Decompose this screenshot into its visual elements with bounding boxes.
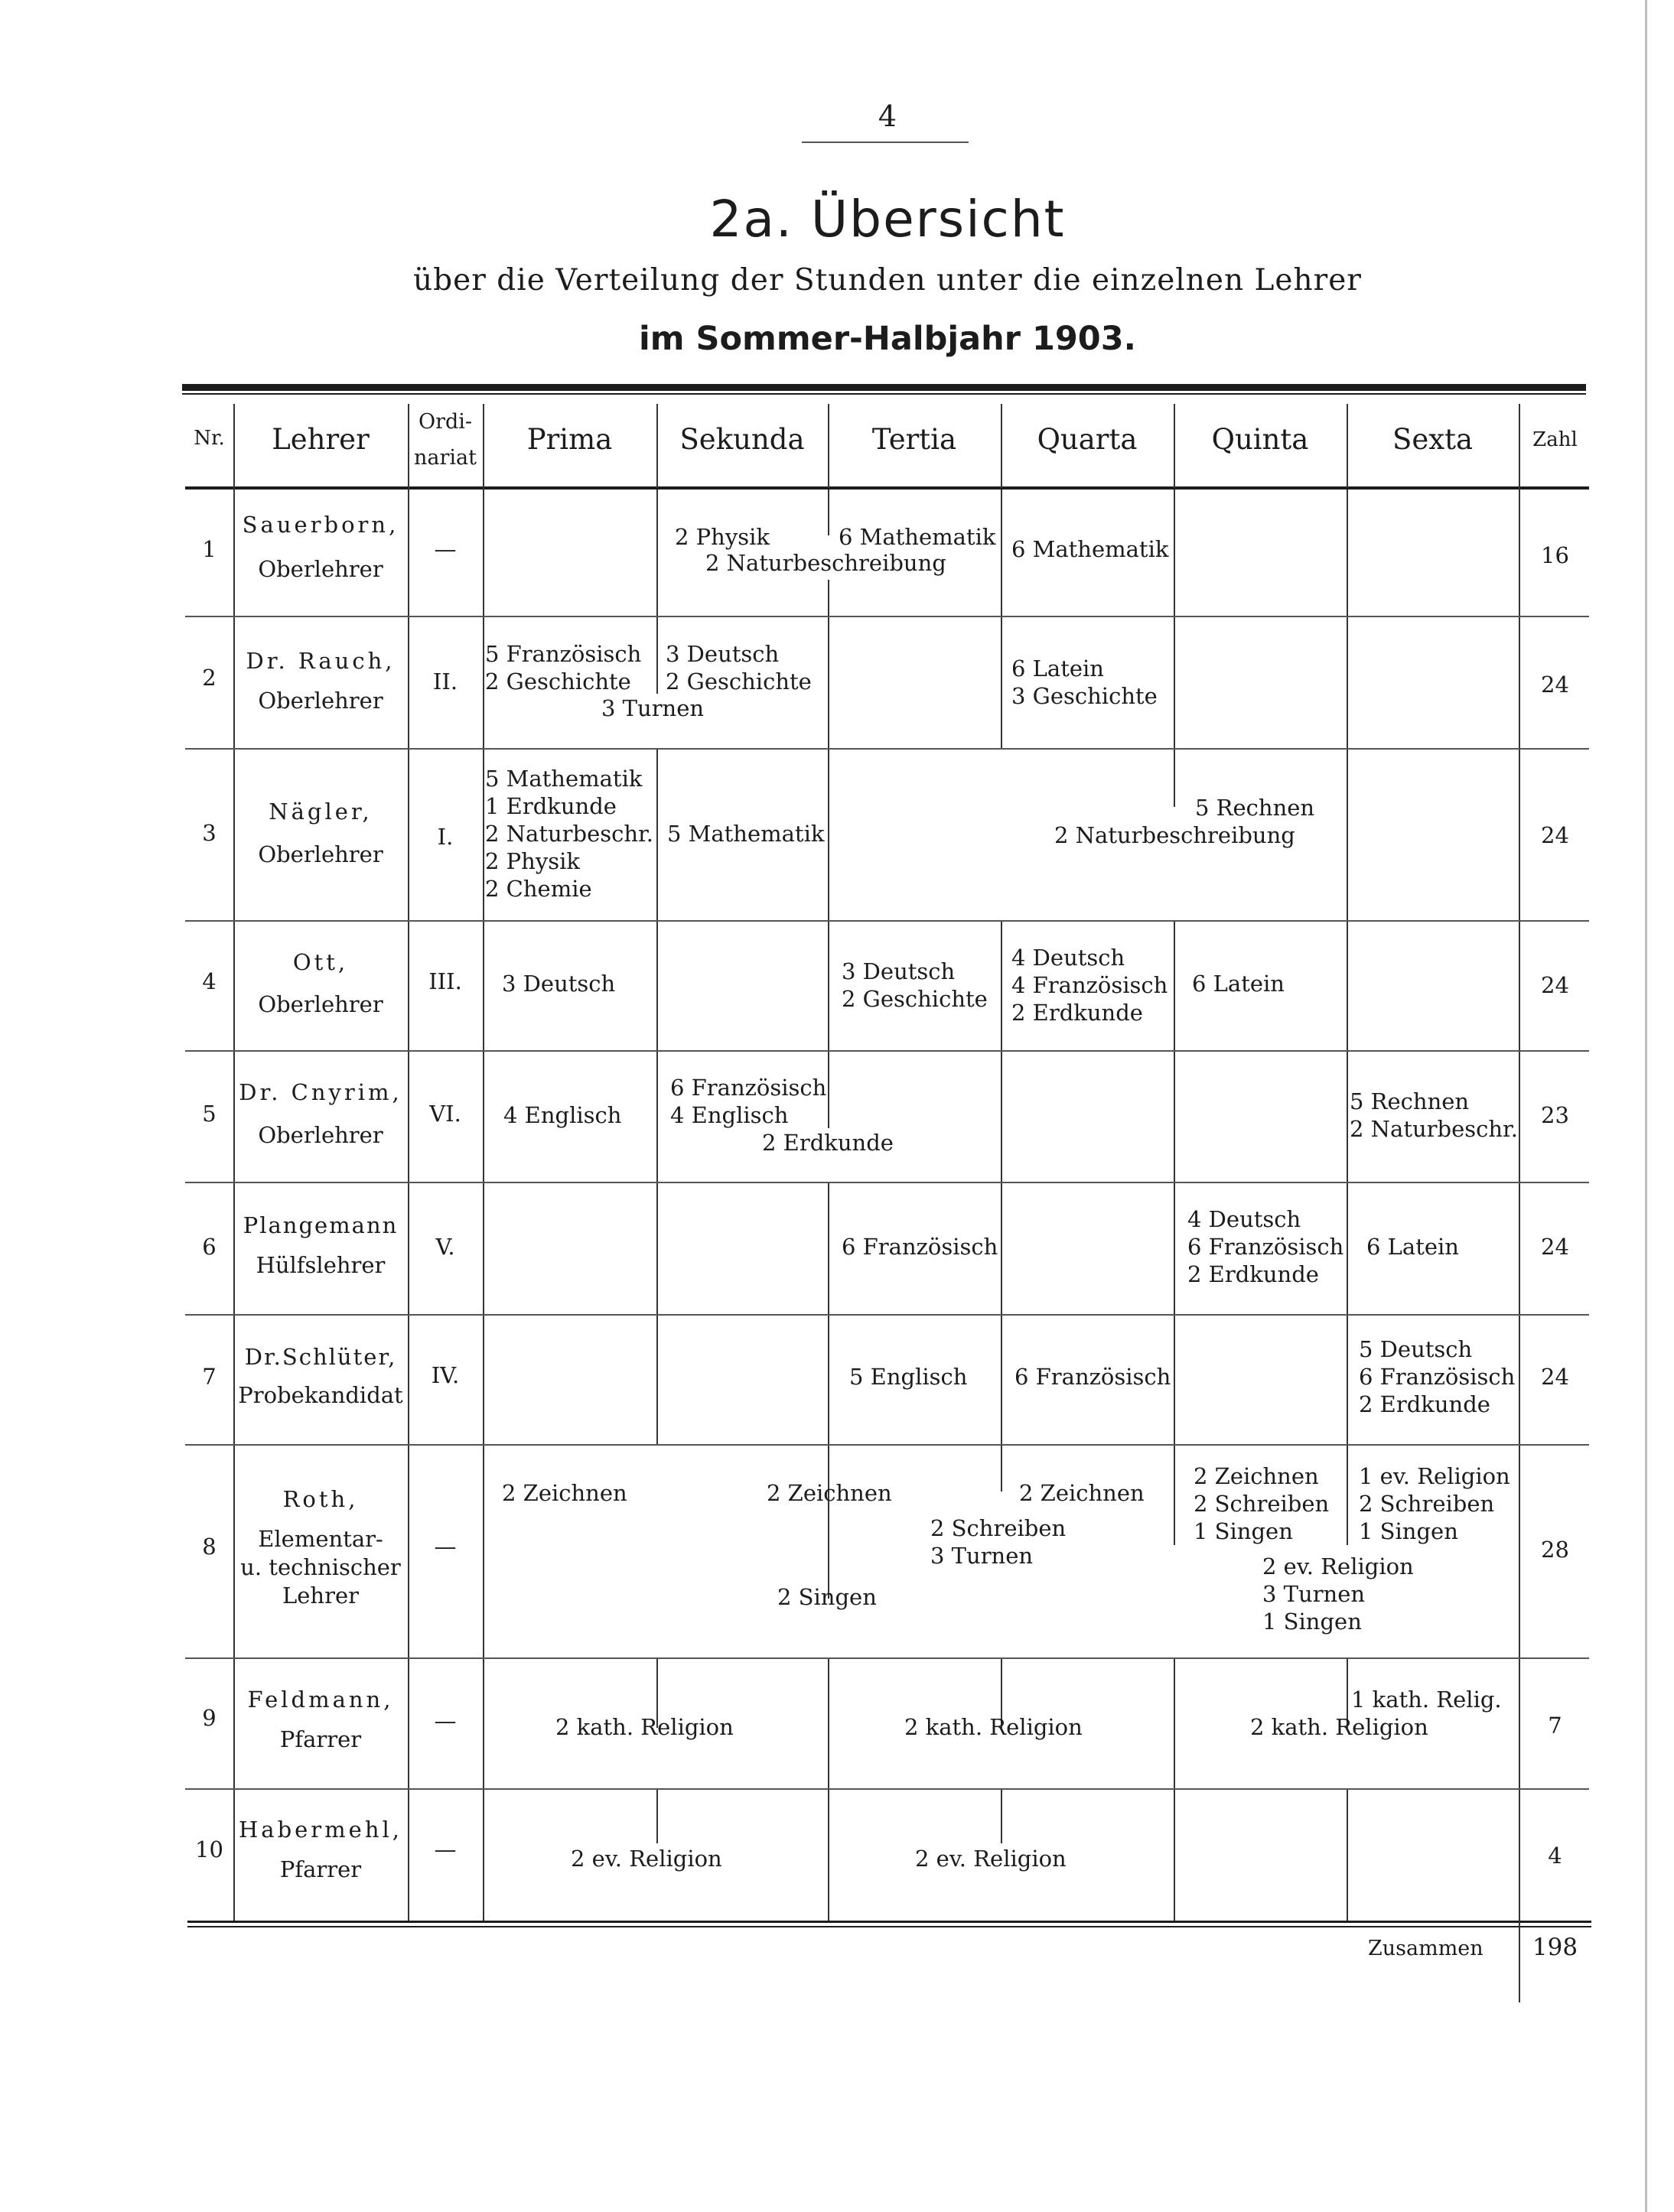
row-1-role: Oberlehrer — [258, 556, 383, 582]
row-3-role: Oberlehrer — [258, 841, 383, 867]
row-2-prima-2: 2 Geschichte — [485, 668, 631, 695]
row-4-role: Oberlehrer — [258, 991, 383, 1017]
row-9-tertia-quarta: 2 kath. Religion — [904, 1714, 1083, 1740]
row-3-span: 2 Naturbeschreibung — [1054, 822, 1295, 848]
r8-line-a — [828, 1446, 829, 1599]
row-5-sexta-1: 5 Rechnen — [1350, 1088, 1470, 1114]
row-8-prima: 2 Zeichnen — [502, 1480, 627, 1506]
row-8-quinta-3: 1 Singen — [1194, 1518, 1293, 1544]
row-5-span: 2 Erdkunde — [762, 1130, 894, 1156]
row-9-ord: — — [434, 1708, 457, 1734]
row-8-span-2: 3 Turnen — [1262, 1581, 1366, 1607]
row-7-sexta-2: 6 Französisch — [1359, 1364, 1516, 1390]
r2-line-f — [1347, 617, 1348, 748]
header-quinta: Quinta — [1211, 423, 1309, 456]
row-8-zahl: 28 — [1541, 1537, 1569, 1563]
row-sep-7 — [185, 1444, 1589, 1446]
header-tertia: Tertia — [871, 423, 957, 456]
page-subtitle: über die Verteilung der Stunden unter die einzelnen Lehrer — [413, 263, 1362, 298]
r8-line-d — [1347, 1446, 1348, 1545]
row-3-zahl: 24 — [1541, 822, 1569, 848]
r6-line-e — [1174, 1183, 1175, 1314]
row-5-role: Oberlehrer — [258, 1122, 383, 1148]
r1-line-d — [1174, 490, 1175, 616]
row-3-prima-1: 5 Mathematik — [485, 766, 643, 792]
header-sexta: Sexta — [1392, 423, 1474, 456]
header-sekunda: Sekunda — [679, 423, 805, 456]
row-8-role-3: Lehrer — [282, 1583, 359, 1609]
r6-line-a — [483, 1183, 484, 1314]
row-4-zahl: 24 — [1541, 972, 1569, 998]
row-8-name: Roth, — [282, 1486, 359, 1512]
r7-line-a — [483, 1316, 484, 1444]
header-prima: Prima — [526, 423, 613, 456]
row-10-role: Pfarrer — [279, 1856, 362, 1882]
row-8-quarta: 2 Zeichnen — [1019, 1480, 1145, 1506]
row-7-name: Dr.Schlüter, — [244, 1344, 397, 1370]
row-1-nr: 1 — [202, 536, 217, 562]
row-8-quinta-1: 2 Zeichnen — [1194, 1463, 1319, 1489]
row-4-ord: III. — [428, 968, 462, 994]
row-10-ord: — — [434, 1836, 457, 1862]
row-2-span: 3 Turnen — [601, 695, 705, 721]
row-1-sekunda: 2 Physik — [675, 524, 770, 550]
r10-line-a — [656, 1790, 658, 1843]
row-3-prima-3: 2 Naturbeschr. — [485, 821, 653, 847]
row-6-zahl: 24 — [1541, 1234, 1569, 1260]
row-6-tertia: 6 Französisch — [842, 1234, 998, 1260]
row-8-sexta-1: 1 ev. Religion — [1359, 1463, 1510, 1489]
header-quarta: Quarta — [1037, 423, 1138, 456]
row-8-role-1: Elementar- — [258, 1526, 383, 1552]
row-8-role-2: u. technischer — [240, 1554, 401, 1580]
r4-line-d — [1001, 922, 1002, 1050]
r3-line-d — [1347, 750, 1348, 920]
page-number: 4 — [878, 99, 897, 133]
r5-line-a — [656, 1052, 658, 1182]
r4-line-b — [656, 922, 658, 1050]
page-number-rule — [802, 142, 969, 143]
header-lehrer: Lehrer — [272, 423, 370, 456]
r10-line-b — [828, 1790, 829, 1921]
row-8-quinta-2: 2 Schreiben — [1194, 1491, 1330, 1517]
row-1-quarta: 6 Mathematik — [1011, 536, 1169, 562]
r1-line-c — [1001, 490, 1002, 616]
r1-line-b2 — [828, 580, 829, 616]
row-7-role: Probekandidat — [238, 1382, 403, 1408]
row-1-name: Sauerborn, — [242, 512, 399, 538]
r2-line-d — [1001, 617, 1002, 748]
r4-line-a — [483, 922, 484, 1050]
row-8-sekunda: 2 Zeichnen — [767, 1480, 892, 1506]
r10-line-c — [1001, 1790, 1002, 1843]
row-7-zahl: 24 — [1541, 1364, 1569, 1390]
r1-line-a — [656, 490, 658, 616]
page-subtitle-period: im Sommer-Halbjahr 1903. — [639, 320, 1136, 358]
r9-line-b — [828, 1659, 829, 1788]
row-2-prima-1: 5 Französisch — [485, 641, 642, 667]
row-4-quarta-2: 4 Französisch — [1011, 972, 1168, 998]
r10-line-e — [1347, 1790, 1348, 1921]
row-6-ord: V. — [435, 1234, 455, 1260]
row-8-schreiben: 2 Schreiben — [930, 1515, 1067, 1541]
row-9-name: Feldmann, — [247, 1687, 394, 1713]
r4-line-c — [828, 922, 829, 1050]
row-7-sexta-3: 2 Erdkunde — [1359, 1391, 1490, 1417]
header-zahl: Zahl — [1532, 428, 1578, 451]
row-2-quarta-2: 3 Geschichte — [1011, 683, 1158, 709]
r3-line-c — [1174, 750, 1175, 807]
row-8-sexta-2: 2 Schreiben — [1359, 1491, 1495, 1517]
r8-line-b — [1001, 1446, 1002, 1491]
row-8-nr: 8 — [202, 1534, 217, 1560]
row-6-role: Hülfslehrer — [256, 1252, 386, 1278]
r5-line-c — [1001, 1052, 1002, 1182]
col-line-lehrer — [408, 404, 409, 1921]
row-8-span-1: 2 ev. Religion — [1262, 1553, 1414, 1579]
row-3-ord: I. — [437, 824, 454, 850]
row-3-sekunda: 5 Mathematik — [667, 821, 825, 847]
row-sep-6 — [185, 1314, 1589, 1316]
r7-line-c — [828, 1316, 829, 1444]
row-3-prima-5: 2 Chemie — [485, 876, 592, 902]
header-ordinariat-2: nariat — [414, 446, 477, 470]
row-6-quinta-1: 4 Deutsch — [1187, 1206, 1301, 1232]
row-8-sexta-3: 1 Singen — [1359, 1518, 1458, 1544]
r4-line-e — [1174, 922, 1175, 1050]
top-rule-thin — [182, 393, 1586, 395]
row-9-quinta-sexta: 2 kath. Religion — [1250, 1714, 1428, 1740]
row-10-name: Habermehl, — [239, 1817, 402, 1843]
row-4-tertia-1: 3 Deutsch — [842, 958, 956, 984]
row-7-tertia: 5 Englisch — [849, 1364, 968, 1390]
r9-line-d — [1174, 1659, 1175, 1788]
row-3-name: Nägler, — [269, 799, 373, 825]
row-9-sexta: 1 kath. Relig. — [1351, 1687, 1502, 1713]
r8-line-c — [1174, 1446, 1175, 1545]
row-3-prima-2: 1 Erdkunde — [485, 793, 617, 819]
r7-line-e — [1174, 1316, 1175, 1444]
r2-line-e — [1174, 617, 1175, 748]
r5-line-b — [828, 1052, 829, 1128]
row-1-zahl: 16 — [1541, 542, 1569, 568]
row-sep-5 — [185, 1182, 1589, 1183]
row-8-singen: 2 Singen — [777, 1584, 877, 1610]
col-line-zahl — [1519, 404, 1520, 2002]
row-1-ord: — — [434, 536, 457, 562]
row-4-quarta-1: 4 Deutsch — [1011, 945, 1125, 971]
r5-line-e — [1347, 1052, 1348, 1182]
r2-line-a — [483, 617, 484, 748]
total-value: 198 — [1532, 1934, 1578, 1961]
row-sep-3 — [185, 920, 1589, 922]
row-5-nr: 5 — [202, 1101, 217, 1127]
row-7-ord: IV. — [431, 1362, 460, 1388]
row-1-span: 2 Naturbeschreibung — [705, 550, 946, 576]
row-1-tertia: 6 Mathematik — [839, 524, 996, 550]
row-10-tertia-quarta: 2 ev. Religion — [915, 1846, 1067, 1872]
row-5-name: Dr. Cnyrim, — [239, 1079, 402, 1105]
header-rule — [185, 486, 1589, 490]
r6-line-b — [656, 1183, 658, 1314]
row-9-nr: 9 — [202, 1705, 217, 1731]
row-8-span-3: 1 Singen — [1262, 1609, 1362, 1635]
row-4-nr: 4 — [202, 968, 217, 994]
row-6-name: Plangemann — [243, 1212, 399, 1238]
r6-line-d — [1001, 1183, 1002, 1314]
row-7-quarta: 6 Französisch — [1014, 1364, 1171, 1390]
row-sep-2 — [185, 748, 1589, 750]
row-6-nr: 6 — [202, 1234, 217, 1260]
row-2-ord: II. — [432, 668, 458, 695]
row-9-prima-sekunda: 2 kath. Religion — [555, 1714, 734, 1740]
row-3-quinta: 5 Rechnen — [1195, 795, 1315, 821]
row-4-tertia-2: 2 Geschichte — [842, 986, 988, 1012]
row-8-ord: — — [434, 1534, 457, 1560]
row-5-sexta-2: 2 Naturbeschr. — [1350, 1116, 1518, 1142]
row-2-zahl: 24 — [1541, 672, 1569, 698]
row-6-quinta-3: 2 Erdkunde — [1187, 1261, 1319, 1287]
row-5-prima: 4 Englisch — [503, 1102, 622, 1128]
row-4-quinta: 6 Latein — [1192, 971, 1285, 997]
row-3-prima-4: 2 Physik — [485, 848, 580, 874]
row-10-zahl: 4 — [1548, 1843, 1562, 1869]
r7-line-b — [656, 1316, 658, 1444]
r6-line-f — [1347, 1183, 1348, 1314]
row-7-sexta-1: 5 Deutsch — [1359, 1336, 1473, 1362]
row-8-turnen: 3 Turnen — [930, 1543, 1034, 1569]
row-2-nr: 2 — [202, 665, 217, 691]
bottom-rule-1 — [187, 1921, 1591, 1923]
page-title: 2a. Übersicht — [709, 190, 1066, 249]
row-5-ord: VI. — [429, 1101, 461, 1127]
row-sep-8 — [185, 1657, 1589, 1659]
r1-line-b — [828, 490, 829, 535]
header-nr: Nr. — [194, 427, 225, 450]
row-5-sekunda-2: 4 Englisch — [670, 1102, 789, 1128]
r3-line-a — [656, 750, 658, 920]
row-10-prima-sekunda: 2 ev. Religion — [571, 1846, 722, 1872]
row-5-sekunda-1: 6 Französisch — [670, 1075, 827, 1101]
row-4-quarta-3: 2 Erdkunde — [1011, 1000, 1143, 1026]
row-2-sekunda-1: 3 Deutsch — [666, 641, 780, 667]
row-4-prima: 3 Deutsch — [502, 971, 616, 997]
row-5-zahl: 23 — [1541, 1102, 1569, 1128]
row-sep-4 — [185, 1050, 1589, 1052]
row-4-name: Ott, — [292, 949, 349, 975]
row-3-nr: 3 — [202, 820, 217, 846]
r6-line-c — [828, 1183, 829, 1314]
r1-line-e — [1347, 490, 1348, 616]
row-sep-1 — [185, 616, 1589, 617]
row-6-quinta-2: 6 Französisch — [1187, 1234, 1344, 1260]
row-9-zahl: 7 — [1548, 1713, 1562, 1739]
row-sep-9 — [185, 1788, 1589, 1790]
row-2-quarta-1: 6 Latein — [1011, 655, 1104, 681]
row-2-role: Oberlehrer — [258, 688, 383, 714]
r10-line-d — [1174, 1790, 1175, 1921]
top-rule-thick — [182, 384, 1586, 391]
r4-line-f — [1347, 922, 1348, 1050]
total-label: Zusammen — [1368, 1937, 1483, 1960]
row-2-name: Dr. Rauch, — [246, 648, 396, 674]
row-9-role: Pfarrer — [279, 1726, 362, 1752]
row-7-nr: 7 — [202, 1364, 217, 1390]
r5-line-d — [1174, 1052, 1175, 1182]
row-6-sexta: 6 Latein — [1366, 1234, 1459, 1260]
row-2-sekunda-2: 2 Geschichte — [666, 668, 812, 695]
r7-line-f — [1347, 1316, 1348, 1444]
r7-line-d — [1001, 1316, 1002, 1444]
r2-line-c — [828, 617, 829, 748]
r2-line-b — [656, 617, 658, 694]
bottom-rule-2 — [187, 1926, 1591, 1927]
header-ordinariat-1: Ordi- — [418, 410, 473, 434]
row-10-nr: 10 — [195, 1836, 223, 1862]
r3-line-b — [828, 750, 829, 920]
